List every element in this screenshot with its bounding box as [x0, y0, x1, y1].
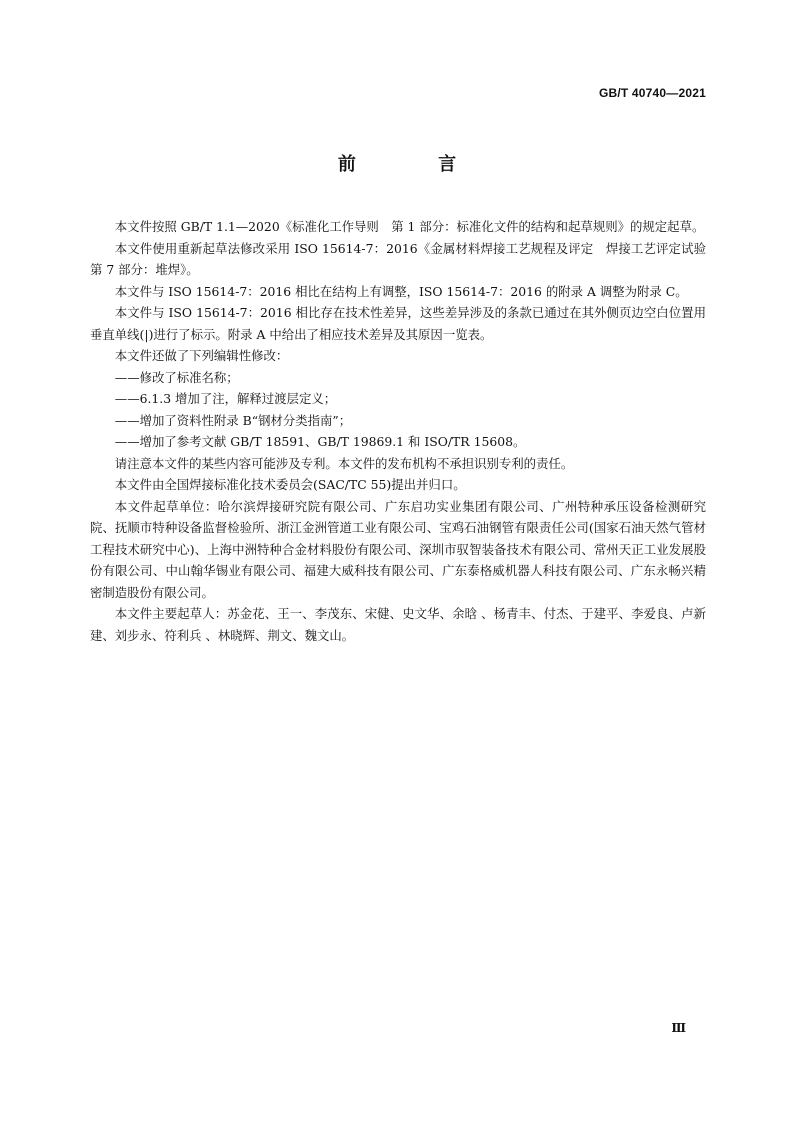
page-title: 前 言 — [337, 154, 495, 175]
paragraph-adoption: 本文件使用重新起草法修改采用 ISO 15614-7：2016《金属材料焊接工艺规程及评定 焊接工艺评定试验 第 7 部分：堆焊》。 — [90, 240, 719, 277]
list-item: ——增加了资料性附录 B“钢材分类指南”； — [114, 412, 352, 428]
paragraph-drafters: 本文件主要起草人：苏金花、王一、李茂东、宋健、史文华、余晗 、杨青丰、付杰、于建平、李爱良、卢新建、刘步永、符利兵 、林晓辉、荆文、魏文山。 — [90, 606, 706, 643]
paragraph-structure-changes: 本文件与 ISO 15614-7：2016 相比在结构上有调整，ISO 15614-7：2016 的附录 A 调整为附录 C。 — [114, 283, 688, 299]
paragraph-patent-notice: 请注意本文件的某些内容可能涉及专利。本文件的发布机构不承担识别专利的责任。 — [114, 455, 574, 471]
paragraph-drafting-rules: 本文件按照 GB/T 1.1—2020《标准化工作导则 第 1 部分：标准化文件的结构和起草规则》的规定起草。 — [114, 219, 705, 234]
document-code: GB/T 40740—2021 — [598, 86, 706, 100]
paragraph-drafting-organizations: 本文件起草单位：哈尔滨焊接研究院有限公司、广东启功实业集团有限公司、广州特种承压设备检测研究院、抚顺市特种设备监督检验所、浙江金洲管道工业有限公司、宝鸡石油钢管有限责任公司(国家石油天然气管材工程技术研究中心)、上海中洲特种合金材料股份有限公司、深圳市驭智装备技术有限公司、常州天正工业发展股份有限公司、中山翰华锡业有限公司、福建大威科技有限公司、广东泰格威机器人科技有限公司、广东永畅兴精密制造股份有限公司。 — [90, 498, 706, 600]
list-item: ——6.1.3 增加了注，解释过渡层定义； — [114, 391, 337, 406]
paragraph-editorial-intro: 本文件还做了下列编辑性修改： — [114, 348, 289, 363]
list-item: ——修改了标准名称； — [114, 369, 239, 385]
foreword-body — [90, 216, 719, 646]
list-item: ——增加了参考文献 GB/T 18591、GB/T 19869.1 和 ISO/TR 15608。 — [114, 434, 526, 449]
page-number: Ⅲ — [671, 1021, 686, 1035]
paragraph-technical-deviations: 本文件与 ISO 15614-7：2016 相比存在技术性差异，这些差异涉及的条款已通过在其外侧页边空白位置用垂直单线(|)进行了标示。附录 A 中给出了相应技术差异及其原因一览表。 — [90, 305, 706, 342]
paragraph-committee: 本文件由全国焊接标准化技术委员会(SAC/TC 55)提出并归口。 — [114, 477, 466, 492]
